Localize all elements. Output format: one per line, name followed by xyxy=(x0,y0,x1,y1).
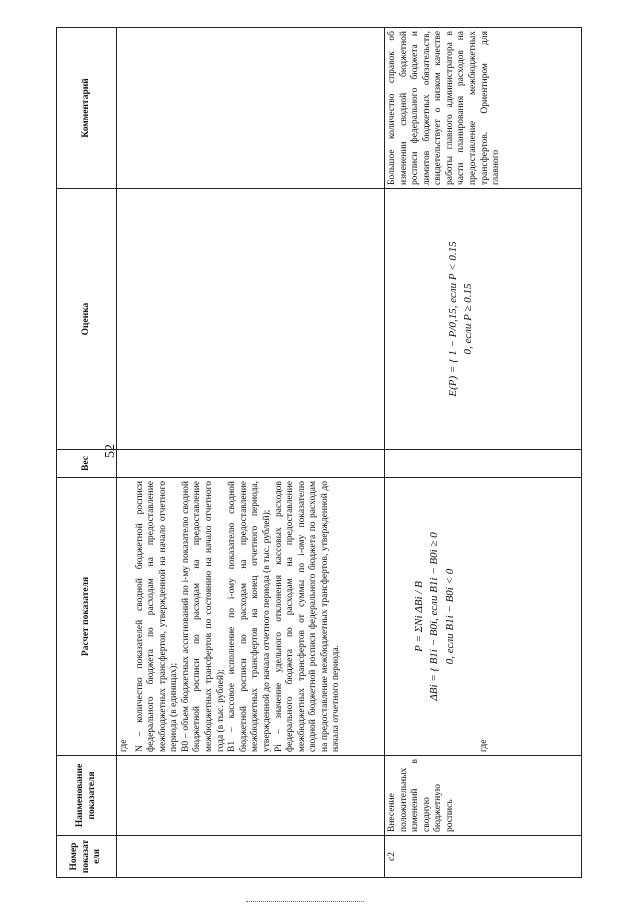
calc-line-n: N – количество показателей сводной бюджетной росписи федерального бюджета по расходам на предоставление межбюджетных трансфертов, утвержденной на начало отчетного периода (в единицах); xyxy=(134,481,180,752)
row2-number: c2 xyxy=(385,836,582,878)
calc-where: где xyxy=(479,739,490,752)
formula-delta-2: 0, если B1i − B0i < 0 xyxy=(443,568,456,665)
header-comment: Комментарий xyxy=(57,28,117,189)
estimate-line-1: E(P) = { 1 − P/0,15, если P < 0.15 xyxy=(447,241,459,397)
row2-estimate xyxy=(385,189,582,450)
header-name: Наименование показателя xyxy=(57,756,117,836)
calc-line-b0: B0 – объем бюджетных ассигнований по i-му показателю сводной бюджетной росписи по расходам на предоставление межбюджетных трансфертов по состоянию на начало отчетного года (в тыс. рублей); xyxy=(180,481,226,752)
row2-comment: Большое количество справок об изменении сводной бюджетной росписи федерального бюджета и лимитов бюджетных обязательств, свидетельствует о низком качестве работы главного администратора в части планирования расходов на предоставление межбюджетных трансфертов. Ориентиром для главного xyxy=(385,28,582,189)
row2-weight xyxy=(385,450,582,478)
row1-weight xyxy=(117,450,385,478)
header-calculation: Расчет показателя xyxy=(57,478,117,756)
table-row-c2 xyxy=(385,28,582,878)
page-number: 52 xyxy=(103,444,118,458)
row1-comment xyxy=(117,28,385,189)
formula-p: P = ΣNi ΔBi / B xyxy=(413,581,425,652)
table-row-continuation xyxy=(117,28,385,878)
row1-calculation xyxy=(117,478,385,756)
estimate-line-2: 0, если P ≥ 0.15 xyxy=(462,283,475,355)
indicator-table xyxy=(56,27,582,878)
row1-estimate xyxy=(117,189,385,450)
row2-calculation xyxy=(385,478,582,756)
header-number: Номер показат еля xyxy=(57,836,117,878)
calc-intro: где xyxy=(119,739,129,752)
calc-line-b1: B1 – кассовое исполнение по i-ому показателю сводной бюджетной росписи по расходам на предоставление межбюджетных трансфертов на конец отчетного периода, утвержденной до начала отчетного периода (в тыс. рублей); xyxy=(227,481,272,752)
header-weight: Вес xyxy=(57,450,117,478)
formula-delta-1: ΔBi = { B1i − B0i, если B1i − B0i ≥ 0 xyxy=(428,532,441,701)
header-estimate: Оценка xyxy=(57,189,117,450)
scan-artifact-line xyxy=(246,901,364,902)
row1-name xyxy=(117,756,385,836)
rotated-table-container xyxy=(56,28,582,878)
row1-number xyxy=(117,836,385,878)
table-header-row xyxy=(57,28,117,878)
calc-line-pi: Pi – значение удельного отклонения кассовых расходов федерального бюджета по расходам на предоставление межбюджетных трансфертов от суммы по i-ому показателю сводной бюджетной росписи федерального бюджета по расходам на предоставление межбюджетных трансфертов, утвержденной до начала отчетного периода. xyxy=(273,481,342,752)
row2-name: Внесение положительных изменений в сводную бюджетную роспись xyxy=(385,756,582,836)
